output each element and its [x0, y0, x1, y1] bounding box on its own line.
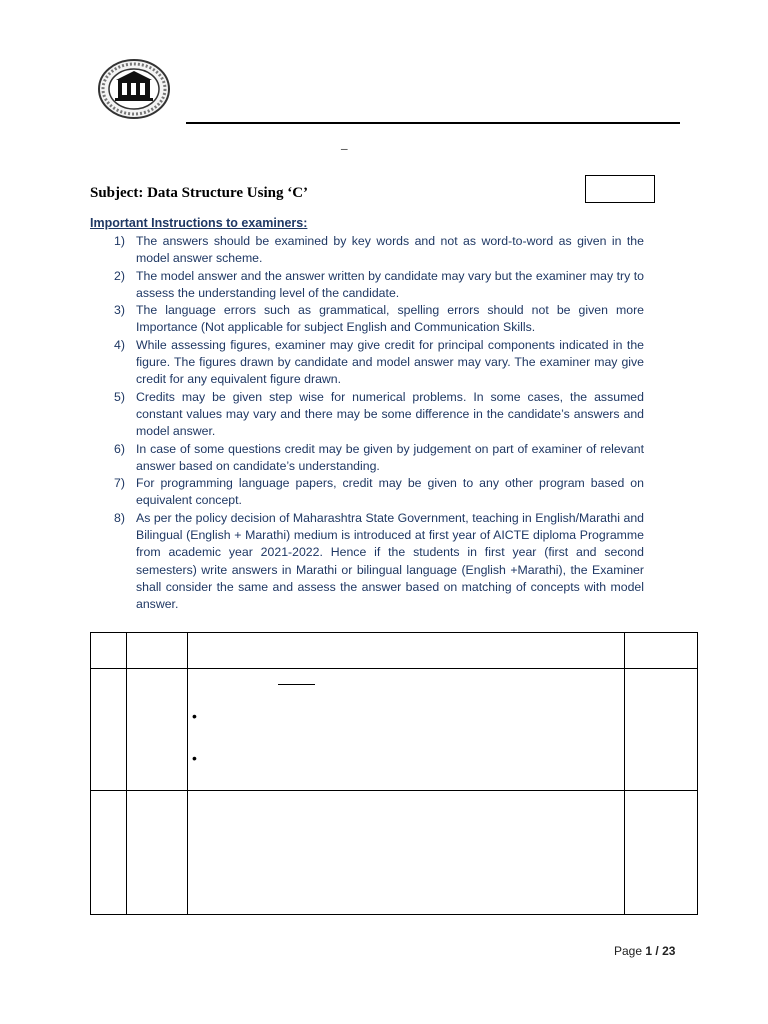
table-cell [127, 669, 188, 791]
table-cell [91, 633, 127, 669]
instruction-text: The answers should be examined by key words and not as word-to-word as given in the model answer scheme. [136, 234, 644, 266]
msbte-seal-icon [97, 58, 171, 120]
table-cell [625, 791, 698, 915]
page-number: Page 1 / 23 [614, 944, 676, 958]
instruction-text: In case of some questions credit may be given by judgement on part of examiner of relevant answer based on candidate’s understanding. [136, 441, 644, 473]
table-row [91, 633, 698, 669]
instructions-title: Important Instructions to examiners: [90, 216, 308, 230]
list-item: 4) While assessing figures, examiner may give credit for principal components indicated in the figure. The figures drawn by candidate and model answer may vary. The examiner may give credit for any equivalent figure drawn. [90, 337, 644, 389]
answer-table [90, 632, 698, 915]
instruction-text: While assessing figures, examiner may give credit for principal components indicated in the figure. The figures drawn by candidate and model answer may vary. The examiner may give credit for any equivalent figure drawn. [136, 337, 644, 387]
table-cell [188, 791, 625, 915]
instruction-text: The model answer and the answer written by candidate may vary but the examiner may try to assess the understanding level of the candidate. [136, 268, 644, 300]
list-item: 6) In case of some questions credit may be given by judgement on part of examiner of relevant answer based on candidate’s understanding. [90, 441, 644, 476]
list-item: 1) The answers should be examined by key words and not as word-to-word as given in the model answer scheme. [90, 233, 644, 268]
instruction-text: For programming language papers, credit may be given to any other program based on equivalent concept. [136, 476, 644, 508]
table-cell [127, 633, 188, 669]
underline-mark [278, 684, 315, 685]
table-cell [91, 791, 127, 915]
table-row [91, 791, 698, 915]
list-item: 5) Credits may be given step wise for numerical problems. In some cases, the assumed constant values may vary and there may be some difference in the candidate’s answers and model answer. [90, 389, 644, 441]
table-cell [188, 633, 625, 669]
instruction-text: The language errors such as grammatical, spelling errors should not be given more Importance (Not applicable for subject English and Communication Skills. [136, 303, 644, 335]
bullet-point: • [192, 750, 197, 766]
subject-code-box [585, 175, 655, 203]
table-row [91, 669, 698, 791]
table-cell [127, 791, 188, 915]
table-cell [91, 669, 127, 791]
list-item: 2) The model answer and the answer written by candidate may vary but the examiner may try to assess the understanding level of the candidate. [90, 268, 644, 303]
table-cell [188, 669, 625, 791]
bullet-point: • [192, 708, 197, 724]
subject-title: Subject: Data Structure Using ‘C’ [90, 185, 309, 201]
instruction-text: As per the policy decision of Maharashtra State Government, teaching in English/Marathi and Bilingual (English + Marathi) medium is introduced at first year of AICTE diploma Programme from academic year 2021-2022. Hence if the students in first year (first and second semesters) write answers in Marathi or bilingual language (English +Marathi), the Examiner shall consider the same and assess the answer based on matching of concepts with model answer. [136, 510, 644, 612]
instruction-text: Credits may be given step wise for numerical problems. In some cases, the assumed constant values may vary and there may be some difference in the candidate’s answers and model answer. [136, 389, 644, 439]
list-item: 3) The language errors such as grammatical, spelling errors should not be given more Importance (Not applicable for subject English and Communication Skills. [90, 302, 644, 337]
instructions-list [90, 233, 644, 614]
list-item: 8) As per the policy decision of Maharashtra State Government, teaching in English/Marathi and Bilingual (English + Marathi) medium is introduced at first year of AICTE diploma Programme from academic year 2021-2022. Hence if the students in first year (first and second semesters) write answers in Marathi or bilingual language (English +Marathi), the Examiner shall consider the same and assess the answer based on matching of concepts with model answer. [90, 510, 644, 614]
header-dash: _ [341, 136, 348, 151]
table-cell [625, 669, 698, 791]
header-rule [186, 122, 680, 124]
table-cell [625, 633, 698, 669]
list-item: 7) For programming language papers, credit may be given to any other program based on equivalent concept. [90, 475, 644, 510]
